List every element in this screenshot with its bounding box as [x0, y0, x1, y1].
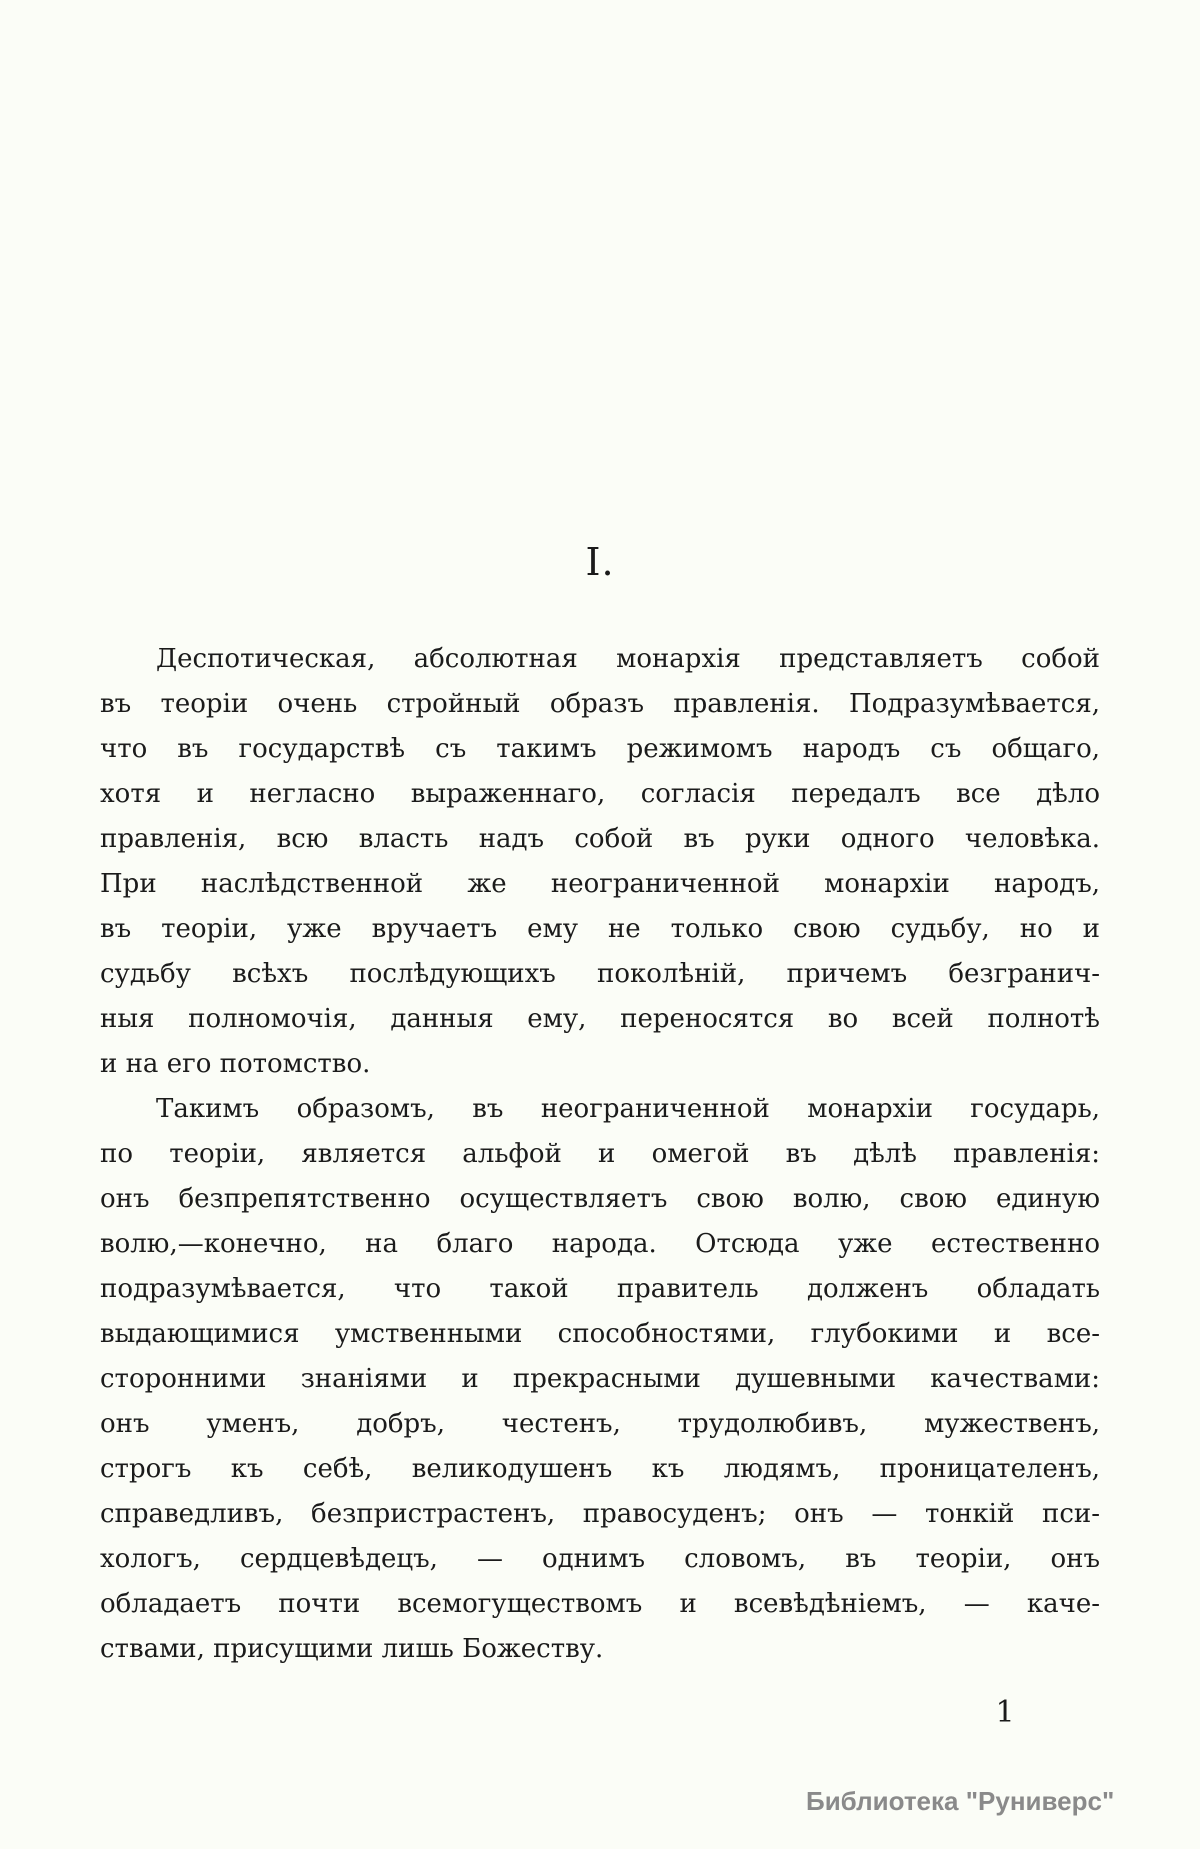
text-line: по теоріи, является альфой и омегой въ дѣлѣ правленія: — [100, 1139, 1100, 1169]
text-line: сторонними знаніями и прекрасными душевными качествами: — [100, 1364, 1100, 1394]
text-line: волю,—конечно, на благо народа. Отсюда уже естественно — [100, 1229, 1100, 1259]
paragraph — [100, 637, 1100, 1087]
page-number: 1 — [995, 1695, 1015, 1730]
text-line: онъ безпрепятственно осуществляетъ свою волю, свою единую — [100, 1184, 1100, 1214]
text-line: въ теоріи, уже вручаетъ ему не только свою судьбу, но и — [100, 914, 1100, 944]
text-line: въ теоріи очень стройный образъ правленія. Подразумѣвается, — [100, 689, 1100, 719]
text-line: правленія, всю власть надъ собой въ руки одного человѣка. — [100, 824, 1100, 854]
text-line: При наслѣдственной же неограниченной монархіи народъ, — [100, 869, 1100, 899]
text-line: ствами, присущими лишь Божеству. — [100, 1634, 604, 1664]
text-line: подразумѣвается, что такой правитель долженъ обладать — [100, 1274, 1100, 1304]
text-line: судьбу всѣхъ послѣдующихъ поколѣній, причемъ безгранич- — [100, 959, 1100, 989]
chapter-heading: I. — [585, 540, 615, 584]
text-line: строгъ къ себѣ, великодушенъ къ людямъ, проницателенъ, — [100, 1454, 1100, 1484]
text-line: хологъ, сердцевѣдецъ, — однимъ словомъ, въ теоріи, онъ — [100, 1544, 1100, 1574]
text-line: выдающимися умственными способностями, глубокими и все- — [100, 1319, 1100, 1349]
text-line: и на его потомство. — [100, 1049, 371, 1079]
text-line: ныя полномочія, данныя ему, переносятся во всей полнотѣ — [100, 1004, 1100, 1034]
text-line: обладаетъ почти всемогуществомъ и всевѣдѣніемъ, — каче- — [100, 1589, 1100, 1619]
text-line: хотя и негласно выраженнаго, согласія передалъ все дѣло — [100, 779, 1100, 809]
text-block — [100, 637, 1100, 1672]
text-line: справедливъ, безпристрастенъ, правосуденъ; онъ — тонкій пси- — [100, 1499, 1100, 1529]
library-watermark: Библиотека "Руниверс" — [806, 1786, 1115, 1816]
text-line: Такимъ образомъ, въ неограниченной монархіи государь, — [156, 1094, 1100, 1124]
text-line: что въ государствѣ съ такимъ режимомъ народъ съ общаго, — [100, 734, 1100, 764]
paragraph — [100, 1087, 1100, 1672]
text-line: онъ уменъ, добръ, честенъ, трудолюбивъ, мужественъ, — [100, 1409, 1100, 1439]
text-line: Деспотическая, абсолютная монархія представляетъ собой — [156, 644, 1100, 674]
